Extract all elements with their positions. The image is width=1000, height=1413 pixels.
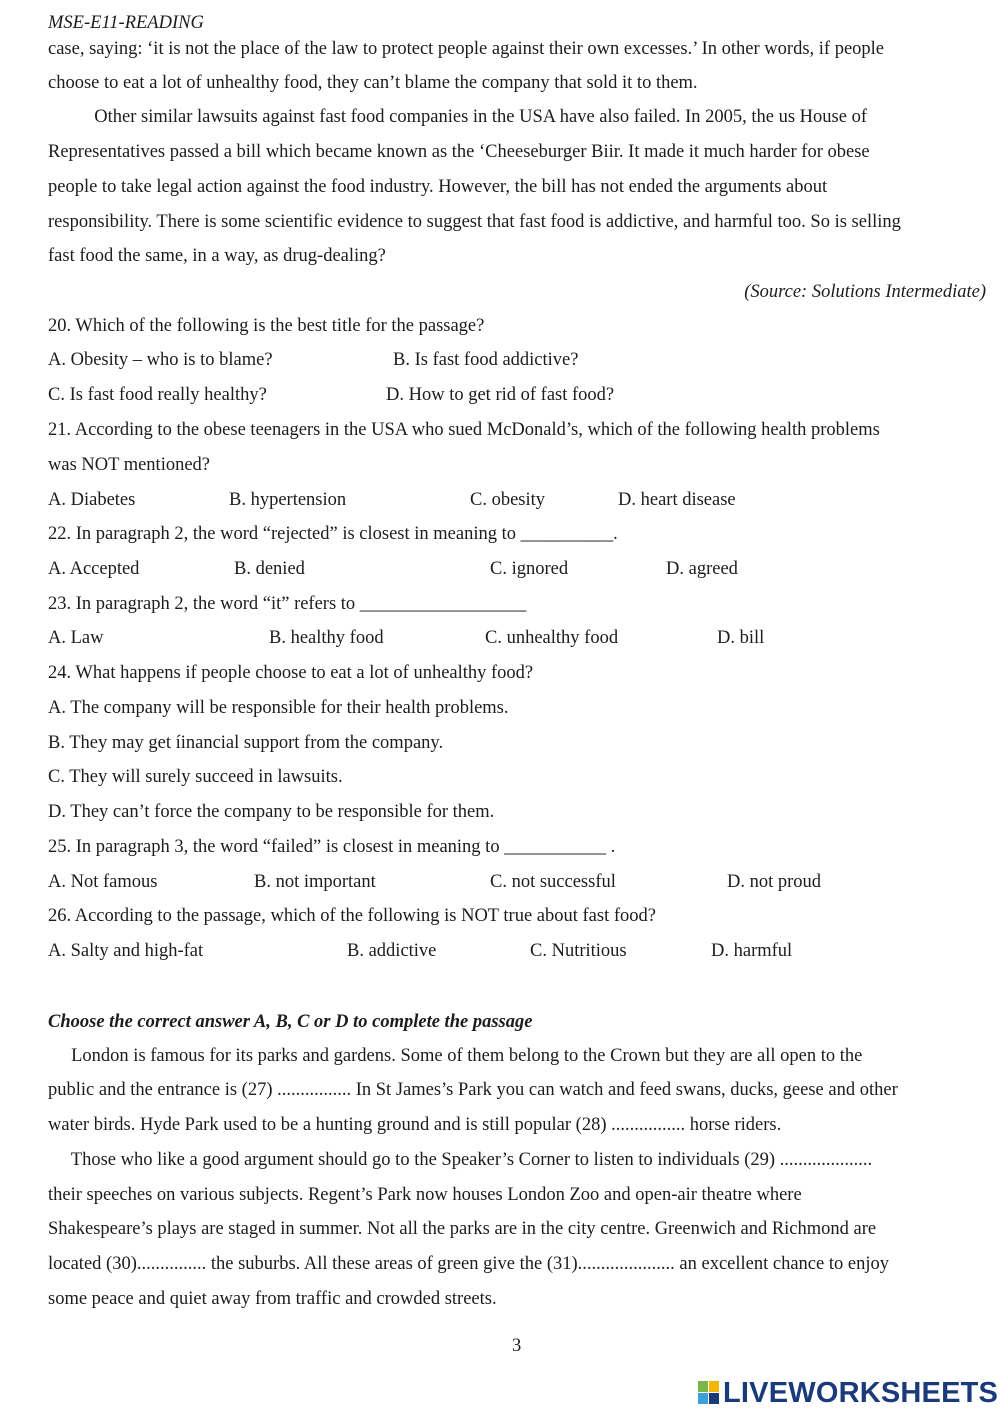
q20-option-b[interactable]: B. Is fast food addictive?: [393, 350, 579, 370]
passage2-line: located (30)............... the suburbs. All these areas of green give the (31)..................... an excellent chance to enjoy: [48, 1254, 889, 1274]
passage-line: case, saying: ‘it is not the place of the law to protect people against their own excesses.’ In other words, if people: [48, 39, 885, 59]
q24-option-a[interactable]: A. The company will be responsible for their health problems.: [48, 698, 509, 718]
passage-line: Representatives passed a bill which became known as the ‘Cheeseburger Biir. It made it much harder for obese: [48, 142, 870, 162]
q26-option-a[interactable]: A. Salty and high-fat: [48, 941, 204, 961]
question-26-stem: 26. According to the passage, which of the following is NOT true about fast food?: [48, 906, 656, 926]
passage-line: fast food the same, in a way, as drug-dealing?: [48, 246, 386, 266]
passage2-line: water birds. Hyde Park used to be a hunting ground and is still popular (28) ................ horse riders.: [48, 1115, 782, 1135]
passage-line: responsibility. There is some scientific evidence to suggest that fast food is addictive, and harmful too. So is selling: [48, 212, 901, 232]
q21-option-a[interactable]: A. Diabetes: [48, 490, 136, 510]
question-22-stem: 22. In paragraph 2, the word “rejected” is closest in meaning to __________.: [48, 524, 618, 544]
q20-option-d[interactable]: D. How to get rid of fast food?: [386, 385, 615, 405]
q25-option-a[interactable]: A. Not famous: [48, 872, 158, 892]
q24-option-c[interactable]: C. They will surely succeed in lawsuits.: [48, 767, 343, 787]
q21-option-b[interactable]: B. hypertension: [229, 490, 347, 510]
q24-option-d[interactable]: D. They can’t force the company to be responsible for them.: [48, 802, 495, 822]
q22-option-a[interactable]: A. Accepted: [48, 559, 140, 579]
q23-option-a[interactable]: A. Law: [48, 628, 104, 648]
q21-option-c[interactable]: C. obesity: [470, 490, 546, 510]
passage-line: choose to eat a lot of unhealthy food, they can’t blame the company that sold it to them.: [48, 73, 698, 93]
q22-option-b[interactable]: B. denied: [234, 559, 305, 579]
q22-option-d[interactable]: D. agreed: [666, 559, 738, 579]
q23-option-d[interactable]: D. bill: [717, 628, 765, 648]
q23-option-b[interactable]: B. healthy food: [269, 628, 384, 648]
liveworksheets-logo-icon: [698, 1381, 720, 1405]
question-21-stem: 21. According to the obese teenagers in the USA who sued McDonald’s, which of the following health problems: [48, 420, 880, 440]
question-25-stem: 25. In paragraph 3, the word “failed” is closest in meaning to ___________ .: [48, 837, 616, 857]
q25-option-b[interactable]: B. not important: [254, 872, 376, 892]
passage2-line: London is famous for its parks and gardens. Some of them belong to the Crown but they are all open to the: [48, 1046, 863, 1066]
liveworksheets-logo[interactable]: [698, 1378, 998, 1408]
passage2-line: some peace and quiet away from traffic and crowded streets.: [48, 1289, 497, 1309]
section-instruction: Choose the correct answer A, B, C or D to complete the passage: [48, 1012, 533, 1032]
passage-line: people to take legal action against the food industry. However, the bill has not ended the arguments about: [48, 177, 828, 197]
page-number: 3: [512, 1336, 522, 1356]
q25-option-c[interactable]: C. not successful: [490, 872, 616, 892]
q20-option-c[interactable]: C. Is fast food really healthy?: [48, 385, 267, 405]
passage2-line: public and the entrance is (27) ................ In St James’s Park you can watch and feed swans, ducks, geese and other: [48, 1080, 898, 1100]
page-header: MSE-E11-READING: [48, 13, 204, 33]
source-citation: (Source: Solutions Intermediate): [744, 282, 986, 302]
q21-option-d[interactable]: D. heart disease: [618, 490, 736, 510]
passage2-line: Those who like a good argument should go to the Speaker’s Corner to listen to individuals (29) ....................: [48, 1150, 873, 1170]
passage-line: Other similar lawsuits against fast food companies in the USA have also failed. In 2005, the us House of: [48, 107, 867, 127]
q24-option-b[interactable]: B. They may get íinancial support from the company.: [48, 733, 444, 753]
passage2-line: their speeches on various subjects. Regent’s Park now houses London Zoo and open-air theatre where: [48, 1185, 802, 1205]
q26-option-b[interactable]: B. addictive: [347, 941, 437, 961]
q20-option-a[interactable]: A. Obesity – who is to blame?: [48, 350, 273, 370]
question-20-stem: 20. Which of the following is the best title for the passage?: [48, 316, 485, 336]
q22-option-c[interactable]: C. ignored: [490, 559, 569, 579]
q26-option-d[interactable]: D. harmful: [711, 941, 793, 961]
q26-option-c[interactable]: C. Nutritious: [530, 941, 627, 961]
liveworksheets-logo-text: LIVEWORKSHEETS: [723, 1376, 999, 1409]
question-21-stem-cont: was NOT mentioned?: [48, 455, 211, 475]
question-23-stem: 23. In paragraph 2, the word “it” refers to __________________: [48, 594, 527, 614]
passage2-line: Shakespeare’s plays are staged in summer. Not all the parks are in the city centre. Greenwich and Richmond are: [48, 1219, 877, 1239]
question-24-stem: 24. What happens if people choose to eat a lot of unhealthy food?: [48, 663, 534, 683]
q23-option-c[interactable]: C. unhealthy food: [485, 628, 619, 648]
q25-option-d[interactable]: D. not proud: [727, 872, 822, 892]
